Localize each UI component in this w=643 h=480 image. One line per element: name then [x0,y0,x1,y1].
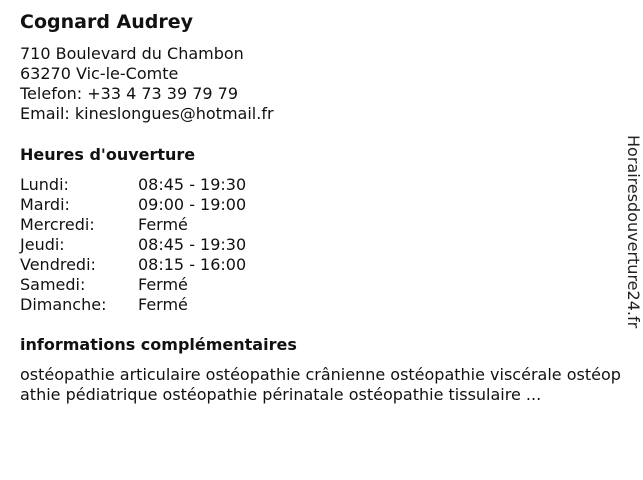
day-label: Mardi: [20,195,70,214]
email-address[interactable]: Email: kineslongues@hotmail.fr [20,104,274,123]
day-label: Dimanche: [20,295,107,314]
additional-info-heading: informations complémentaires [20,335,297,354]
day-label: Samedi: [20,275,86,294]
phone-number[interactable]: Telefon: +33 4 73 39 79 79 [20,84,239,103]
contact-block [20,44,274,124]
time-value: Fermé [138,295,188,314]
business-name: Cognard Audrey [20,11,194,33]
city-address: 63270 Vic-le-Comte [20,64,179,83]
day-label: Vendredi: [20,255,96,274]
time-value: 09:00 - 19:00 [138,195,247,214]
watermark-text: Horairesdouverture24.fr [624,135,643,329]
day-label: Mercredi: [20,215,95,234]
time-value: Fermé [138,215,188,234]
street-address: 710 Boulevard du Chambon [20,44,244,63]
additional-info-text: ostéopathie articulaire ostéopathie crânienne ostéopathie viscérale ostéopathie pédiatrique ostéopathie périnatale ostéopathie tissulaire ... [20,365,621,404]
watermark [623,135,643,345]
day-label: Jeudi: [20,235,65,254]
opening-hours-heading: Heures d'ouverture [20,145,196,164]
time-value: 08:15 - 16:00 [138,255,247,274]
time-value: Fermé [138,275,188,294]
time-value: 08:45 - 19:30 [138,175,247,194]
time-value: 08:45 - 19:30 [138,235,247,254]
day-label: Lundi: [20,175,69,194]
